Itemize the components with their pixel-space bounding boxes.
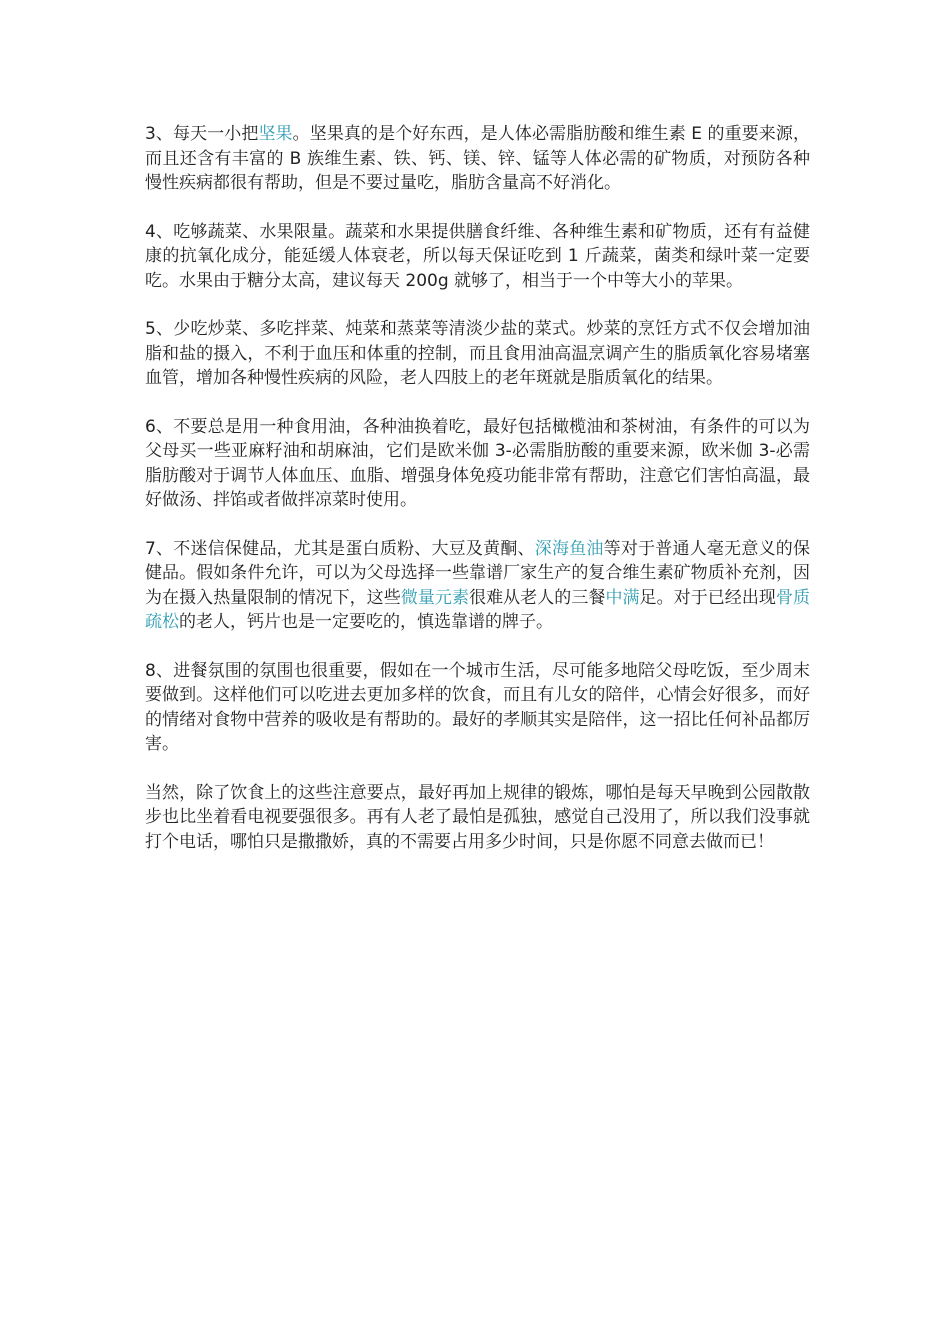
- paragraph-5: [145, 317, 810, 391]
- paragraph-4-text: 4、吃够蔬菜、水果限量。蔬菜和水果提供膳食纤维、各种维生素和矿物质，还有有益健康的抗氧化成分，能延缓人体衰老，所以每天保证吃到 1 斤蔬菜，菌类和绿叶菜一定要吃。水果由于糖分太高，建议每天 200g 就够了，相当于一个中等大小的苹果。: [145, 221, 810, 291]
- paragraph-7-text-4: 足。对于已经出现: [639, 587, 776, 608]
- paragraph-7-text-3: 很难从老人的三餐: [469, 587, 606, 608]
- paragraph-8-text: 8、进餐氛围的氛围也很重要，假如在一个城市生活，尽可能多地陪父母吃饭，至少周末要做到。这样他们可以吃进去更加多样的饮食，而且有儿女的陪伴，心情会好很多，而好的情绪对食物中营养的吸收是有帮助的。最好的孝顺其实是陪伴，这一招比任何补品都厉害。: [145, 660, 810, 754]
- paragraph-7: [145, 537, 810, 635]
- paragraph-3: [145, 122, 810, 196]
- link-trace-elements[interactable]: 微量元素: [400, 587, 470, 608]
- paragraph-6: [145, 415, 810, 513]
- paragraph-conclusion: [145, 781, 810, 855]
- link-deep-sea-fish-oil[interactable]: 深海鱼油: [534, 538, 604, 559]
- link-zhongman[interactable]: 中满: [605, 587, 640, 608]
- paragraph-7-text-2: 等对于普通人毫无意义的保健品。假如条件允许，可以为父母选择一些靠谱厂家生产的复合维生素矿物质补充剂，因为在摄入热量限制的情况下，这些: [145, 538, 811, 608]
- link-osteoporosis[interactable]: 骨质疏松: [145, 587, 811, 632]
- paragraph-conclusion-text: 当然，除了饮食上的这些注意要点，最好再加上规律的锻炼，哪怕是每天早晚到公园散散步也比坐着看电视要强很多。再有人老了最怕是孤独，感觉自己没用了，所以我们没事就打个电话，哪怕只是撒撒娇，真的不需要占用多少时间，只是你愿不同意去做而已！: [145, 782, 810, 852]
- paragraph-4: [145, 220, 810, 294]
- document-body: [145, 122, 810, 878]
- paragraph-6-text: 6、不要总是用一种食用油，各种油换着吃，最好包括橄榄油和茶树油，有条件的可以为父母买一些亚麻籽油和胡麻油，它们是欧米伽 3-必需脂肪酸的重要来源，欧米伽 3-必需脂肪酸对于调节人体血压、血脂、增强身体免疫功能非常有帮助，注意它们害怕高温，最好做汤、拌馅或者做拌凉菜时使用。: [145, 416, 810, 510]
- paragraph-3-text-1: 3、每天一小把: [145, 124, 259, 144]
- paragraph-3-text-2: 。坚果真的是个好东西，是人体必需脂肪酸和维生素 E 的重要来源，而且还含有丰富的 B 族维生素、铁、钙、镁、锌、锰等人体必需的矿物质，对预防各种慢性疾病都很有帮助，但是不要过量吃，脂肪含量高不好消化。: [145, 124, 810, 193]
- paragraph-7-text-1: 7、不迷信保健品，尤其是蛋白质粉、大豆及黄酮、: [145, 538, 535, 559]
- paragraph-5-text: 5、少吃炒菜、多吃拌菜、炖菜和蒸菜等清淡少盐的菜式。炒菜的烹饪方式不仅会增加油脂和盐的摄入，不利于血压和体重的控制，而且食用油高温烹调产生的脂质氧化容易堵塞血管，增加各种慢性疾病的风险，老人四肢上的老年斑就是脂质氧化的结果。: [145, 319, 810, 388]
- paragraph-7-text-5: 的老人，钙片也是一定要吃的，慎选靠谱的牌子。: [179, 612, 553, 632]
- paragraph-8: [145, 659, 810, 757]
- link-nuts[interactable]: 坚果: [258, 124, 293, 144]
